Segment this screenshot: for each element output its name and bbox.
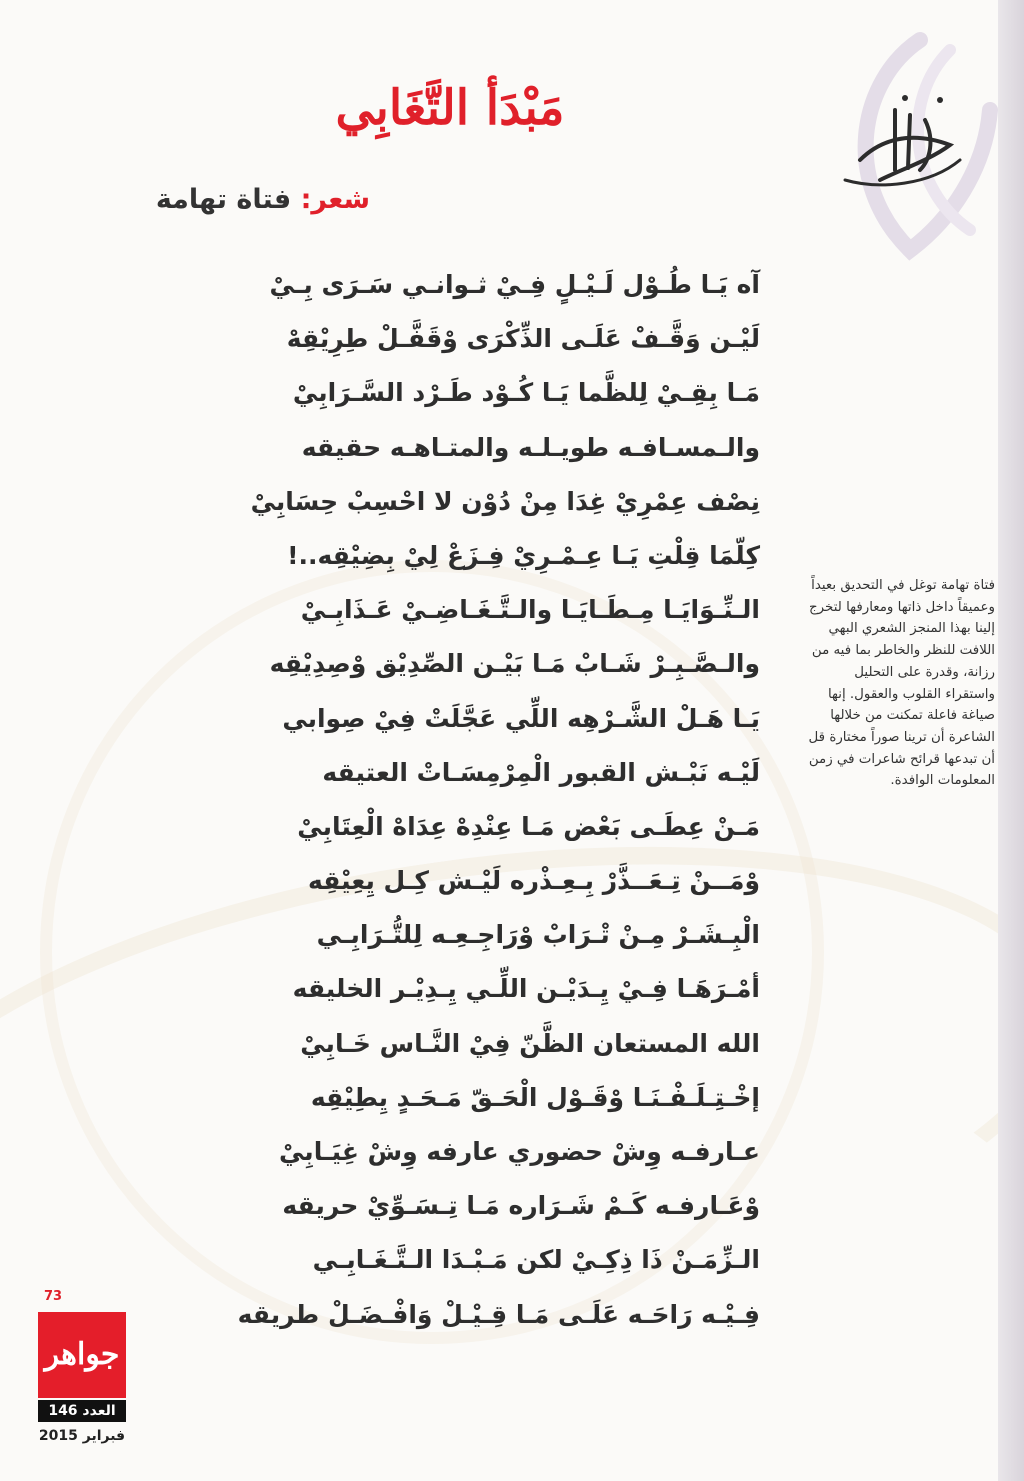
poem-line: كِلّمَا قِلْتِ يَـا عِـمْـرِيْ فِـزَعْ لِيْ بِضِيْقِه..! [287,540,760,570]
page-number: 73 [44,1289,63,1304]
issue-number: العدد 146 [38,1400,126,1422]
author-name: فتاة تهامة [155,184,292,215]
poem-line: نِصْف عِمْرِيْ غِدَا مِنْ دُوْن لا احْسِبْ حِسَابِيْ [250,486,760,516]
poem-line: فِـيْـه رَاحَـه عَلَـى مَـا قِـيْـلْ وَافْـضَـلْ طريقه [237,1299,760,1329]
poem [130,258,760,1342]
poem-line: يَـا هَـلْ الشَّـرْهِه اللِّي عَجَّلَتْ فِيْ صِوابي [282,703,760,733]
poem-line: وْمَــنْ تِـعَــذَّرْ بِـعِـذْره لَيْـش كِـل يِعِيْقِه [307,866,760,896]
byline-label: شعر [311,184,370,215]
poem-line: الْبِـشَـرْ مِـنْ تْـرَابْ وْرَاجِـعِـه لِلتُّـرَابِـي [316,920,760,950]
poem-line: مَـا بِقِـيْ لِلظَّما يَـا كُـوْد طَـرْد السَّـرَابِيْ [292,378,760,408]
poem-line: الـزِّمَـنْ ذَا ذِكِـيْ لكن مَـبْـدَا الـتَّـغَـابِـي [312,1245,760,1275]
page-edge [998,0,1024,1481]
poem-line: أمْـرَهَـا فِـيْ يِـدَيْـن اللِّـي يِـدِيْـر الخليقه [292,974,760,1004]
issue-date: فبراير 2015 [38,1428,126,1444]
poem-line: والـصَّـبِـرْ شَـابْ مَـا بَيْـن الصِّدِيْق وْصِدِيْقِه [269,649,760,679]
magazine-logo: جواهر [38,1312,126,1398]
poem-line: الله المستعان الظَّنّ فِيْ النَّـاس خَـابِيْ [300,1028,760,1058]
poem-line: عـارفـه وِشْ حضوري عارفه وِشْ غِيَـابِيْ [279,1137,760,1166]
poem-line: لَيْـه نَبْـش القبور الْمِرْمِسَـاتْ العتيقه [322,757,760,787]
section-calligraphy-logo [800,20,1000,270]
poem-line: مَـنْ عِطَـى بَعْض مَـا عِنْدِهْ عِدَاهْ الْعِتَابِيْ [297,811,760,841]
poem-line: وْعَـارفـه كَـمْ شَـرَاره مَـا تِـسَـوِّيْ حريقه [282,1191,760,1221]
poem-line: والـمسـافـه طويـلـه والمتـاهـه حقيقه [301,432,760,462]
byline-separator: : [300,184,312,215]
page-title: مَبْدَأ التَّغَابِي [335,80,565,136]
poem-line: إخْـتِـلَـفْـنَـا وْقَـوْل الْحَـقّ مَـحَـدٍ يِطِيْقِه [310,1082,760,1112]
intro-sidebar-text: فتاة تهامة توغل في التحديق بعيداً وعميقاً داخل ذاتها ومعارفها لتخرج إلينا بهذا المنجز الشعري البهي اللافت للنظر والخاطر بما فيه من رزانة، وقدرة على التحليل واستقراء القلوب والعقول. إنها صياغة فاعلة تمكنت من خلالها الشاعرة أن ترينا صوراً مختارة قل أن تبدعها قرائح شاعرات في زمن المعلومات الوافدة. [808,578,995,789]
poem-line: الـنِّـوَايَـا مِـطَـايَـا والـتَّـغَـاضِـيْ عَـذَابِـيْ [300,595,760,625]
byline [130,178,370,222]
poem-line: آه يَـا طُـوْل لَـيْـلٍ فِـيْ ثـوانـي سَـرَى بِـيْ [269,270,760,299]
poem-line: لَيْـن وَقَّـفْ عَلَـى الذِّكْرَى وْقَفَّـلْ طِرِيْقِهْ [286,324,760,354]
